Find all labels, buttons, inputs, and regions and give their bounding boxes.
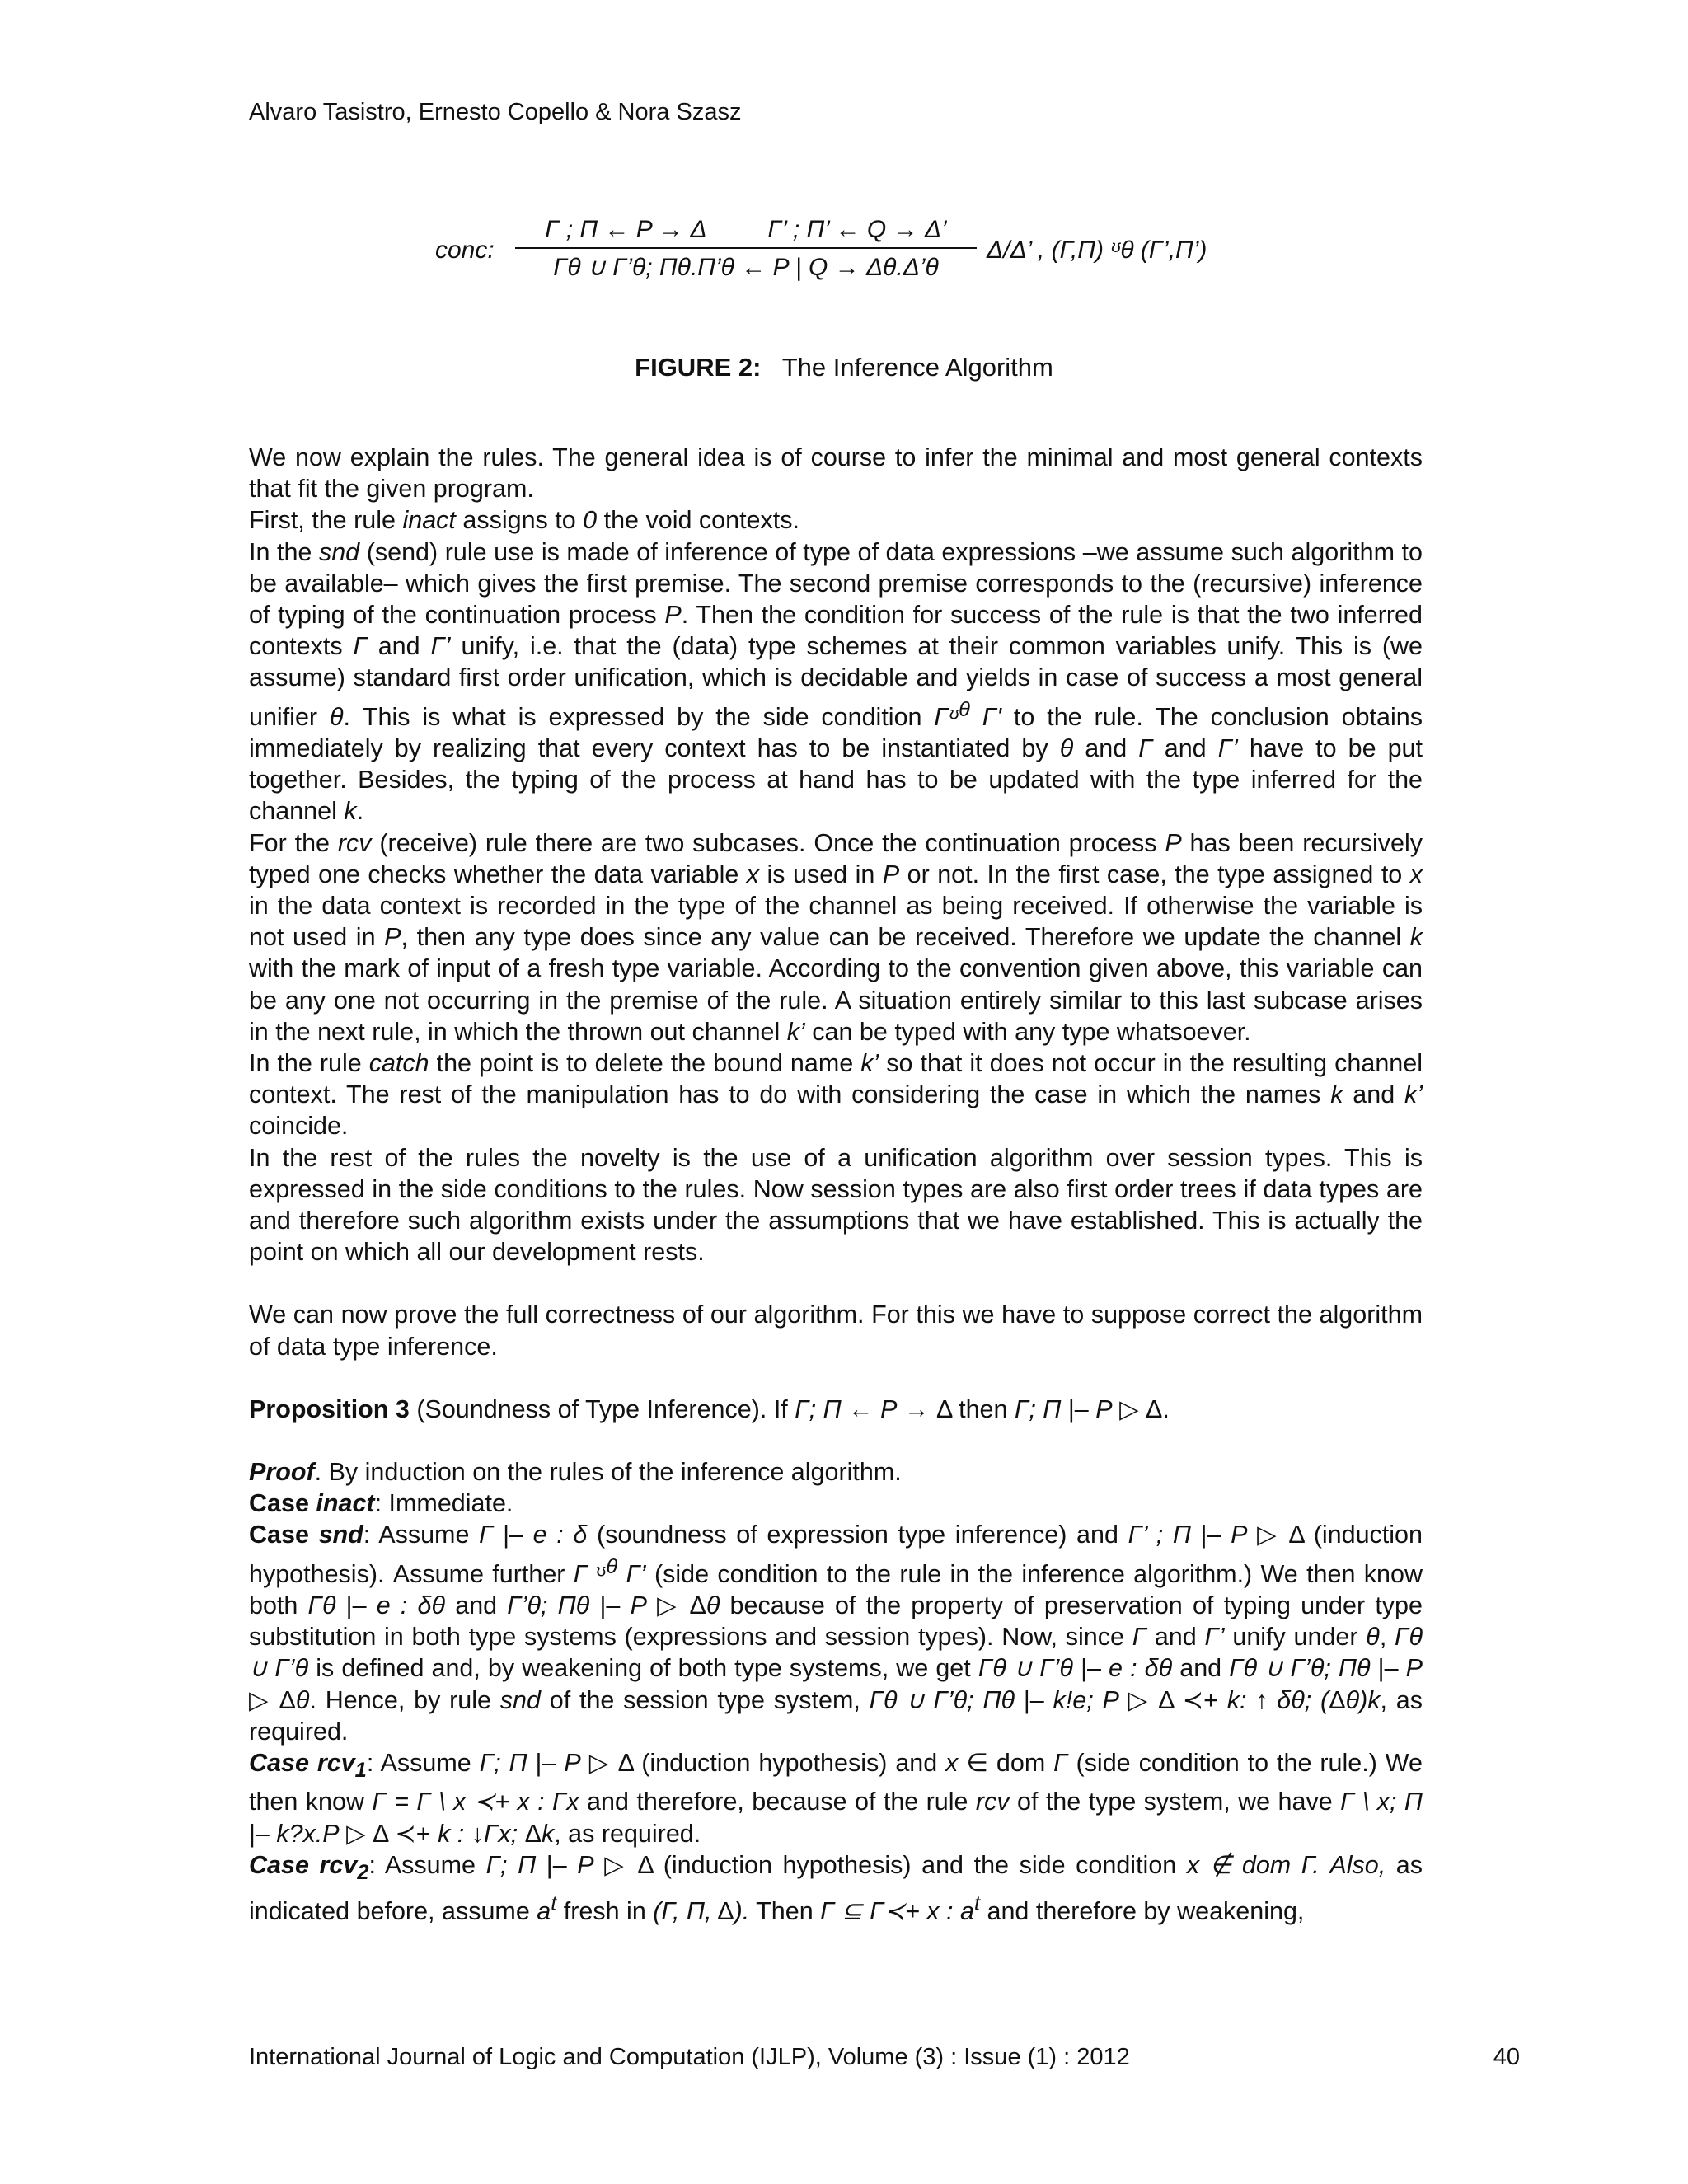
paragraph: In the rule catch the point is to delete the bound name k’ so that it does not occur in the resulting channel context. The rest of the manipulation has to do with considering the case in which the names k and k’ coincide.	[249, 1049, 1423, 1141]
paragraph: We now explain the rules. The general idea is of course to infer the minimal and most general contexts that fit the given program.	[249, 443, 1423, 504]
figure-title: The Inference Algorithm	[781, 353, 1053, 382]
paragraph: We can now prove the full correctness of our algorithm. For this we have to suppose correct the algorithm of data type inference.	[249, 1301, 1423, 1361]
rule-side-condition: Δ/Δ’ , (Γ,Π) ᶷθ (Γ’,Π’)	[987, 237, 1207, 264]
rule-fraction	[515, 214, 977, 284]
paragraph-gap	[249, 1268, 1423, 1299]
paragraph: In the rest of the rules the novelty is the use of a unification algorithm over session types. This is expressed in the side conditions to the rules. Now session types are also first order trees if data types are and therefore such algorithm exists under the assumptions that we have established. This is actually the point on which all our development rests.	[249, 1143, 1423, 1267]
paragraph: In the snd (send) rule use is made of inference of type of data expressions –we assume such algorithm to be available– which gives the first premise. The second premise corresponds to the (recursive) inference of typing of the continuation process P. Then the condition for success of the rule is that the two inferred contexts Γ and Γ’ unify, i.e. that the (data) type schemes at their common variables unify. This is (we assume) standard first order unification, which is decidable and yields in case of success a most general unifier θ. This is what is expressed by the side condition Γᶷ$^\theta$ Γ' to the rule. The conclusion obtains immediately by realizing that every context has to be instantiated by θ and Γ and Γ’ have to be put together. Besides, the typing of the process at hand has to be updated with the type inferred for the channel k.	[249, 537, 1423, 826]
paragraph: Case rcv$_1$: Assume Γ; Π |– P ▷ Δ (induction hypothesis) and x ∈ dom Γ (side condition to the rule.) We then know Γ = Γ \ x ≺+ x : Γx and therefore, because of the rule rcv of the type system, we have Γ \ x; Π |– k?x.P ▷ Δ ≺+ k : ↓Γx; Δk, as required.	[249, 1749, 1423, 1848]
paragraph: Case rcv$_2$: Assume Γ; Π |– P ▷ Δ (induction hypothesis) and the side condition x ∉ dom Γ. Also, as indicated before, assume $a^t$ fresh in (Γ, Π, Δ). Then Γ ⊆ Γ≺+ x : $a^t$ and therefore by weakening,	[249, 1850, 1423, 1926]
running-header: Alvaro Tasistro, Ernesto Copello & Nora Szasz	[249, 99, 742, 125]
page-number: 40	[1493, 2044, 1520, 2070]
paragraph: Case inact: Immediate.	[249, 1489, 513, 1518]
inference-rule-conc	[433, 214, 1257, 297]
footer-journal: International Journal of Logic and Computation (IJLP), Volume (3) : Issue (1) : 2012	[249, 2044, 1130, 2070]
body-text	[249, 442, 1423, 1927]
rule-bar	[515, 247, 977, 249]
paragraph: Case snd: Assume Γ |– e : δ (soundness of expression type inference) and Γ’ ; Π |– P ▷ Δ (induction hypothesis). Assume further Γ ᶷ$^\theta$ Γ’ (side condition to the rule in the inference algorithm.) We then know both Γθ |– e : δθ and Γ’θ; Πθ |– P ▷ Δθ because of the property of preservation of typing under type substitution in both type systems (expressions and session types). Now, since Γ and Γ’ unify under θ, Γθ ∪ Γ’θ is defined and, by weakening of both type systems, we get Γθ ∪ Γ’θ |– e : δθ and Γθ ∪ Γ’θ; Πθ |– P ▷ Δθ. Hence, by rule snd of the session type system, Γθ ∪ Γ’θ; Πθ |– k!e; P ▷ Δ ≺+ k: ↑ δθ; (Δθ)k, as required.	[249, 1521, 1423, 1746]
paragraph-gap	[249, 1362, 1423, 1394]
figure-label: FIGURE 2:	[635, 353, 762, 382]
rule-conclusion: Γθ ∪ Γ’θ; Πθ.Π’θ ← P | Q → Δθ.Δ’θ	[553, 254, 939, 281]
paragraph: Proposition 3 (Soundness of Type Inference). If Γ; Π ← P → Δ then Γ; Π |– P ▷ Δ.	[249, 1394, 1170, 1423]
paragraph-gap	[249, 1425, 1423, 1456]
rule-premises: Γ ; Π ← P → Δ Γ’ ; Π’ ← Q → Δ’	[545, 216, 947, 243]
rule-name: conc:	[435, 237, 495, 264]
paragraph: For the rcv (receive) rule there are two subcases. Once the continuation process P has been recursively typed one checks whether the data variable x is used in P or not. In the first case, the type assigned to x in the data context is recorded in the type of the channel as being received. If otherwise the variable is not used in P, then any type does since any value can be received. Therefore we update the channel k with the mark of input of a fresh type variable. According to the convention given above, this variable can be any one not occurring in the premise of the rule. A situation entirely similar to this last subcase arises in the next rule, in which the thrown out channel k’ can be typed with any type whatsoever.	[249, 828, 1423, 1046]
page-footer	[249, 2041, 1520, 2074]
paragraph: Proof. By induction on the rules of the inference algorithm.	[249, 1458, 902, 1487]
figure-caption	[0, 351, 1688, 384]
paragraph: First, the rule inact assigns to 0 the void contexts.	[249, 506, 799, 535]
